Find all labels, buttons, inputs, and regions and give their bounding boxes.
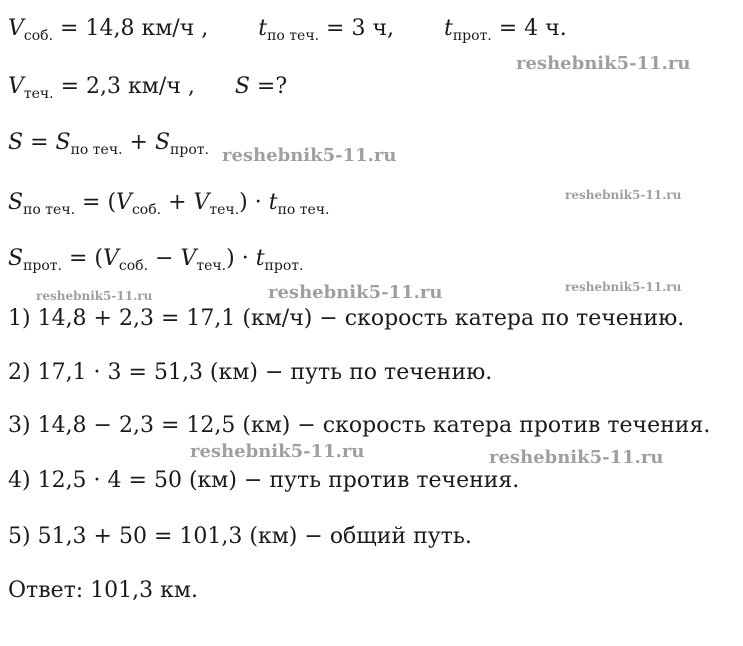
f3-t-sub: прот. — [264, 258, 304, 274]
given-line-1 — [8, 14, 567, 51]
formula-2 — [8, 188, 330, 225]
f1-s1-sub: по теч. — [70, 142, 123, 158]
step-5: 5) 51,3 + 50 = 101,3 (км) − общий путь. — [8, 524, 472, 549]
t-po-value: = 3 ч, — [319, 16, 394, 41]
t-symbol: t — [258, 16, 268, 41]
f2-v2: V — [193, 190, 210, 215]
f2-s: S — [8, 190, 24, 215]
formula-1 — [8, 128, 209, 165]
f2-t-sub: по теч. — [277, 202, 330, 218]
f1-s2: S — [154, 130, 171, 155]
step-1: 1) 14,8 + 2,3 = 17,1 (км/ч) − скорость катера по течению. — [8, 306, 685, 331]
v-sob-value: = 14,8 км/ч , — [53, 16, 209, 41]
step-2: 2) 17,1 · 3 = 51,3 (км) − путь по течению. — [8, 360, 493, 385]
answer: Ответ: 101,3 км. — [8, 578, 199, 603]
formula-3 — [8, 244, 303, 281]
f2-v2-sub: теч. — [209, 202, 240, 218]
watermark-text: reshebnik5-11.ru — [222, 145, 397, 166]
watermark-text: reshebnik5-11.ru — [565, 280, 682, 294]
f2-close: ) · — [239, 190, 269, 215]
watermark-text: reshebnik5-11.ru — [36, 289, 153, 303]
f3-eq: = ( — [62, 246, 104, 271]
f2-v1: V — [116, 190, 132, 215]
f2-t: t — [268, 190, 278, 215]
step-3: 3) 14,8 − 2,3 = 12,5 (км) − скорость катера против течения. — [8, 413, 711, 438]
v-tech-subscript: теч. — [23, 86, 54, 102]
f1-s2-sub: прот. — [170, 142, 209, 158]
t-prot-value: = 4 ч. — [491, 16, 567, 41]
f2-v1-sub: соб. — [131, 202, 162, 218]
f3-s: S — [8, 246, 24, 271]
v-sob-subscript: соб. — [23, 28, 54, 44]
f1-plus: + — [122, 130, 155, 155]
t-po-subscript: по теч. — [267, 28, 320, 44]
f3-t: t — [255, 246, 265, 271]
f1-s1: S — [55, 130, 71, 155]
f3-op: − — [148, 246, 181, 271]
f3-close: ) · — [226, 246, 256, 271]
v-symbol-2: V — [8, 74, 24, 99]
v-symbol: V — [8, 16, 24, 41]
s-symbol: S — [234, 74, 250, 99]
watermark-text: reshebnik5-11.ru — [565, 188, 682, 202]
t-symbol-2: t — [444, 16, 453, 41]
v-tech-value: = 2,3 км/ч , — [53, 74, 195, 99]
given-line-2 — [8, 72, 287, 109]
f3-v1-sub: соб. — [118, 258, 149, 274]
f1-s: S — [8, 130, 24, 155]
f3-v1: V — [103, 246, 119, 271]
f1-eq: = — [23, 130, 56, 155]
f2-eq: = ( — [75, 190, 117, 215]
watermark-text: reshebnik5-11.ru — [489, 447, 664, 468]
f3-v2: V — [180, 246, 197, 271]
f2-op: + — [161, 190, 194, 215]
watermark-text: reshebnik5-11.ru — [516, 53, 691, 74]
watermark-text: reshebnik5-11.ru — [268, 282, 443, 303]
f2-s-sub: по теч. — [23, 202, 76, 218]
watermark-text: reshebnik5-11.ru — [190, 441, 365, 462]
s-question: =? — [249, 74, 288, 99]
t-prot-subscript: прот. — [452, 28, 492, 44]
step-4: 4) 12,5 · 4 = 50 (км) − путь против течения. — [8, 468, 520, 493]
f3-s-sub: прот. — [23, 258, 62, 274]
f3-v2-sub: теч. — [196, 258, 227, 274]
